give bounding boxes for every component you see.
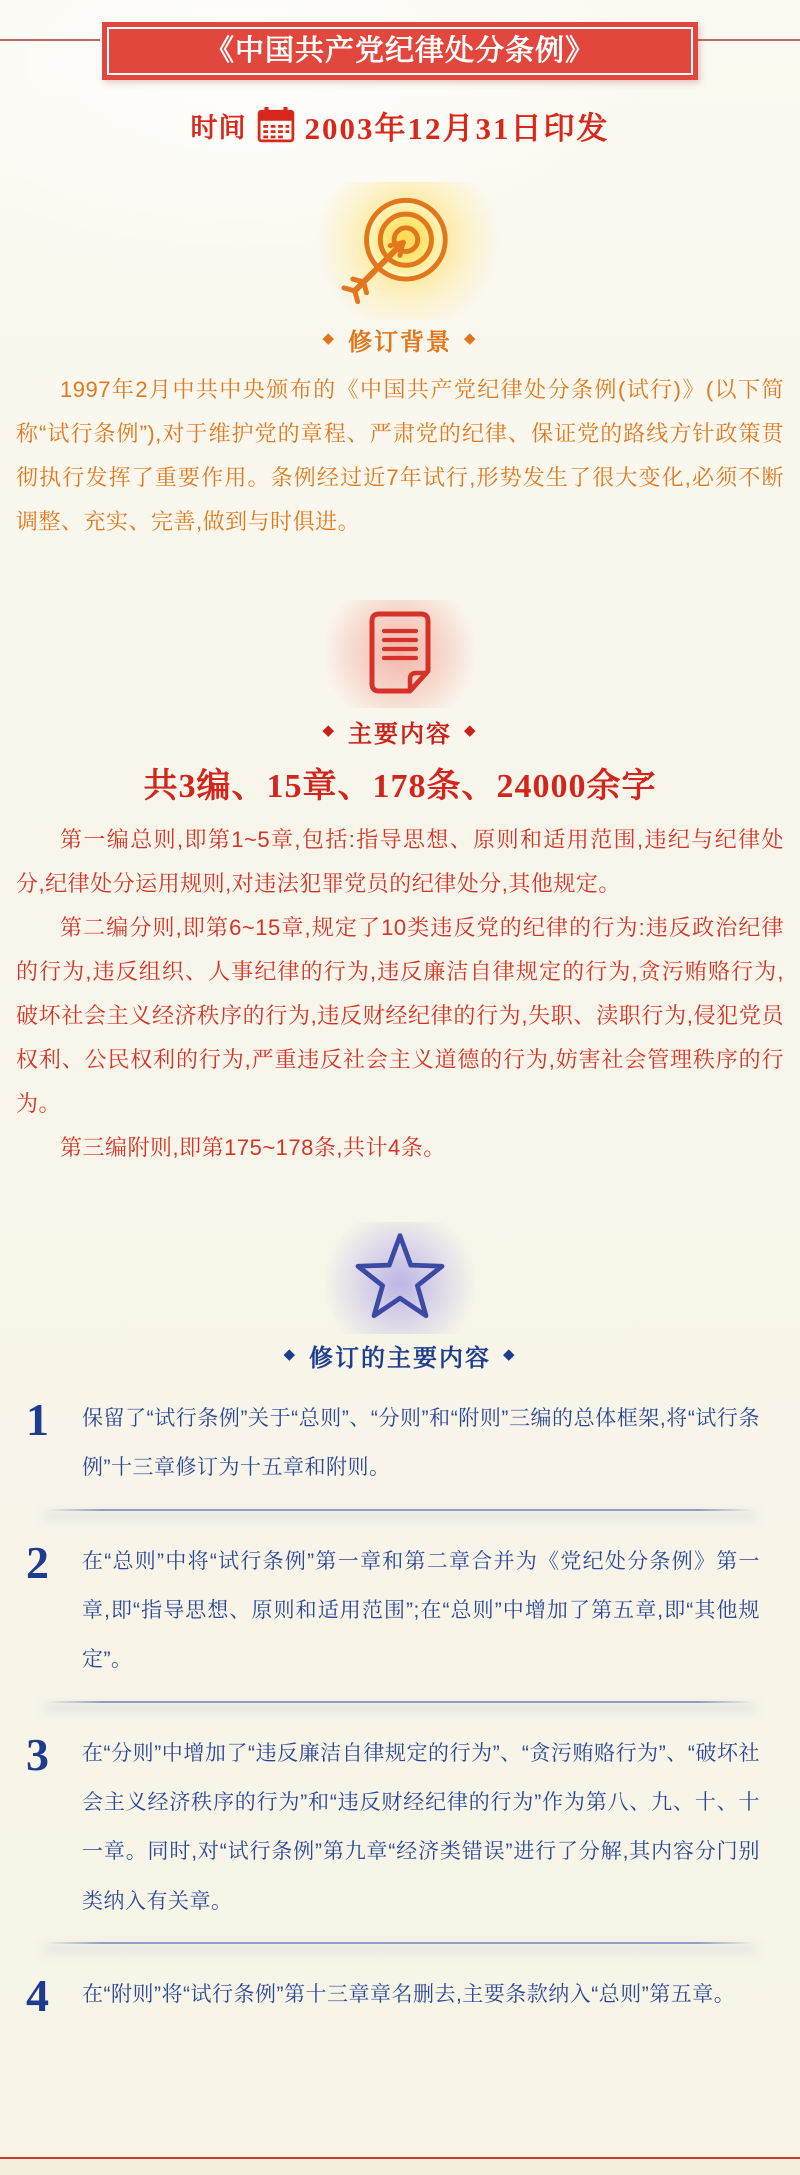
time-label: 时间 [190,112,247,143]
section-heading-label: 修订背景 [348,329,452,356]
list-item [26,1394,760,1493]
content-paragraph: 第一编总则,即第1~5章,包括:指导思想、原则和适用范围,违纪与纪律处分,纪律处分运用规则,对违法犯罪党员的纪律处分,其他规定。 [16,827,784,896]
item-number: 2 [26,1536,49,1588]
section-main-content [0,600,800,1170]
section-heading-main [0,714,800,748]
section-revision-points [0,1222,800,2020]
section-heading-revision [0,1338,800,1372]
item-divider [44,1942,756,1944]
item-number: 4 [26,1970,49,2022]
stats-line: 共3编、15章、178条、24000余字 [143,768,657,805]
section-heading-label: 主要内容 [348,721,452,748]
item-text: 在“总则”中将“试行条例”第一章和第二章合并为《党纪处分条例》第一章,即“指导思想、原则和适用范围”;在“总则”中增加了第五章,即“其他规定”。 [82,1549,760,1672]
section-heading-label: 修订的主要内容 [309,1345,491,1372]
diamond-icon: ◆ [322,330,336,347]
item-divider [44,1509,756,1511]
bottom-border [0,2157,800,2175]
page-title: 《中国共产党纪律处分条例》 [204,35,595,67]
target-icon [341,192,459,310]
issue-date: 2003年12月31日印发 [304,110,610,146]
content-paragraph: 第三编附则,即第175~178条,共计4条。 [60,1135,446,1160]
diamond-icon: ◆ [503,1346,517,1363]
item-text: 保留了“试行条例”关于“总则”、“分则”和“附则”三编的总体框架,将“试行条例”十三章修订为十五章和附则。 [82,1407,760,1480]
star-icon [350,1228,450,1328]
main-paragraphs [0,818,800,1170]
calendar-icon [257,106,295,144]
item-number: 3 [26,1728,49,1780]
diamond-icon: ◆ [464,722,478,739]
target-glow [300,182,500,320]
diamond-icon: ◆ [322,722,336,739]
list-item [26,1537,760,1685]
section-heading-background [0,322,800,356]
item-number: 1 [26,1394,49,1445]
diamond-icon: ◆ [283,1346,297,1363]
list-item [26,1970,760,2020]
issue-date-row [0,102,800,148]
title-banner [102,22,698,80]
content-paragraph: 第二编分则,即第6~15章,规定了10类违反党的纪律的行为:违反政治纪律的行为,违反组织、人事纪律的行为,违反廉洁自律规定的行为,贪污贿赂行为,破坏社会主义经济秩序的行为,违反财经纪律的行为,失职、渎职行为,侵犯党员权利、公民权利的行为,严重违反社会主义道德的行为,妨害社会管理秩序的行为。 [16,915,784,1116]
item-text: 在“附则”将“试行条例”第十三章章名删去,主要条款纳入“总则”第五章。 [82,1983,736,2007]
item-divider [44,1701,756,1703]
diamond-icon: ◆ [464,330,478,347]
section-revision-background [0,182,800,544]
document-icon [363,608,437,700]
background-paragraph: 1997年2月中共中央颁布的《中国共产党纪律处分条例(试行)》(以下简称“试行条例”),对于维护党的章程、严肃党的纪律、保证党的路线方针政策贯彻执行发挥了重要作用。条例经过近7年试行,形势发生了很大变化,必须不断调整、充实、完善,做到与时俱进。 [16,377,784,534]
star-glow [300,1222,500,1334]
item-text: 在“分则”中增加了“违反廉洁自律规定的行为”、“贪污贿赂行为”、“破坏社会主义经济秩序的行为”和“违反财经纪律的行为”作为第八、九、十、十一章。同时,对“试行条例”第九章“经济类错误”进行了分解,其内容分门别类纳入有关章。 [82,1741,760,1913]
list-item [26,1729,760,1926]
document-glow [305,600,495,708]
